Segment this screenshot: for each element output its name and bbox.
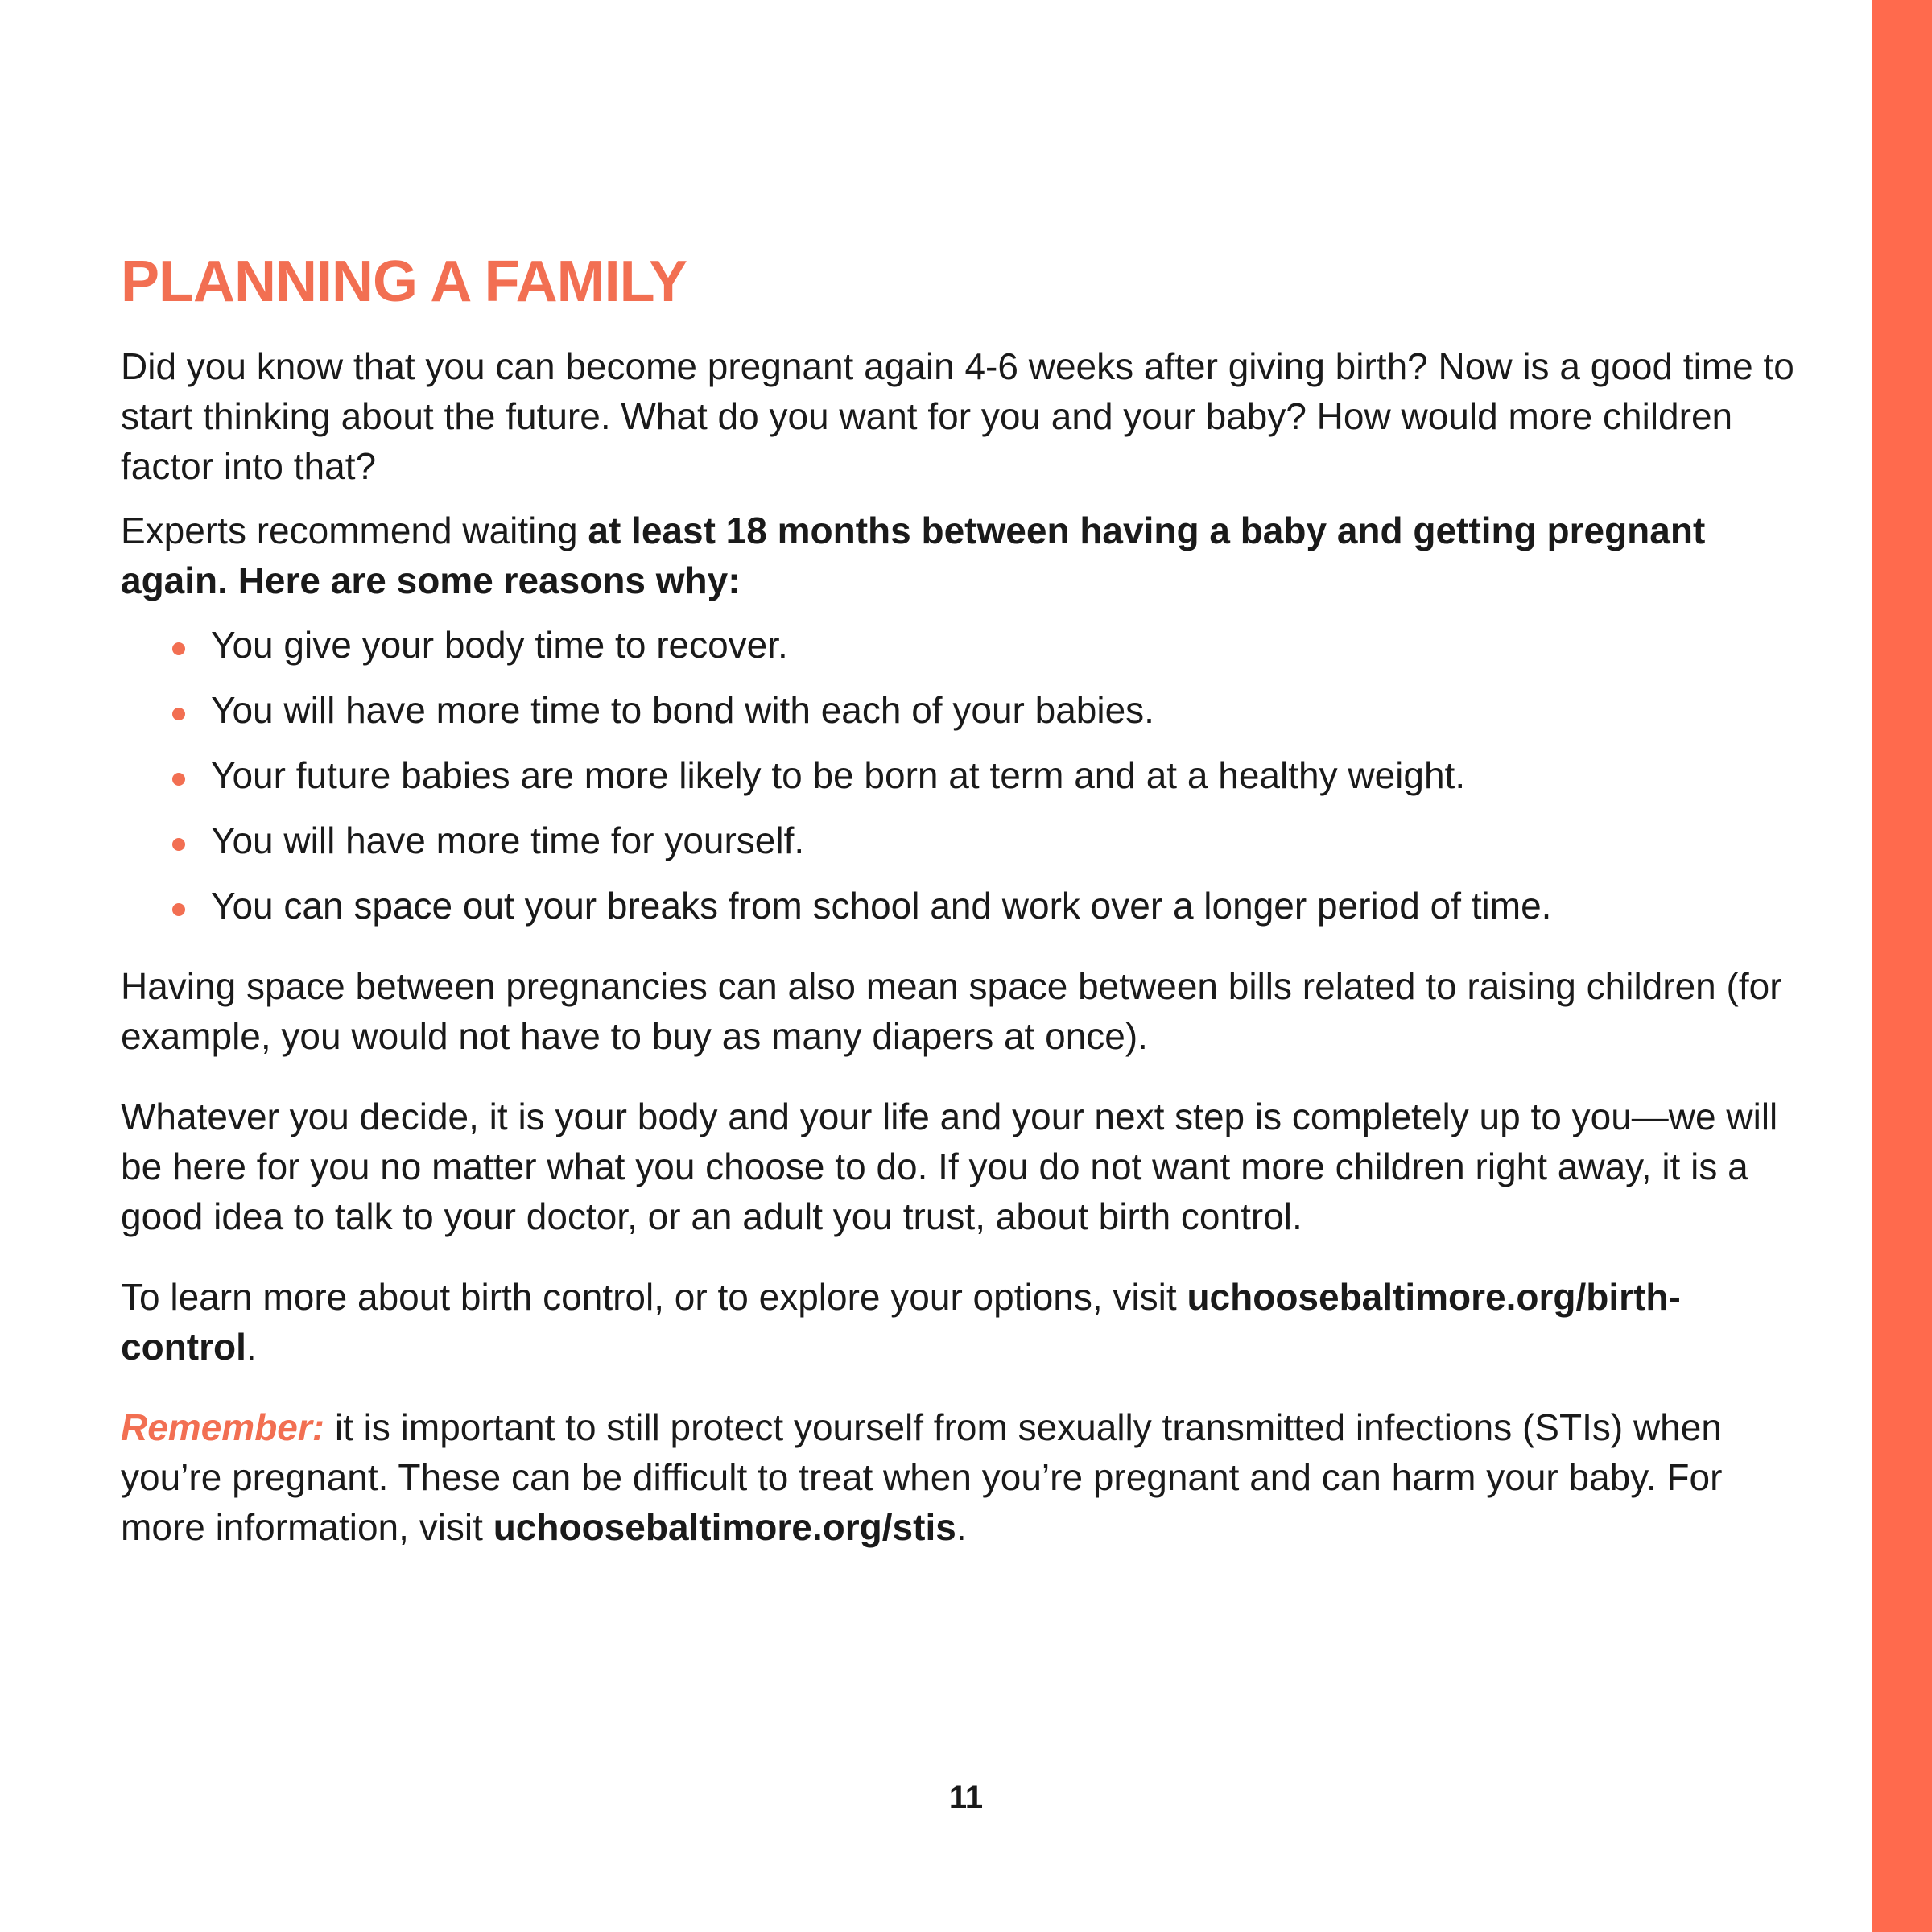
bullet-icon (172, 773, 185, 786)
page-content (121, 250, 1803, 1552)
bullet-icon (172, 642, 185, 655)
list-item (121, 685, 1803, 735)
page-number: 11 (948, 1780, 984, 1815)
experts-emphasis-text: at least 18 months between having a baby and getting pregnant again. Here are some reasons why: (121, 510, 1706, 601)
side-accent-bar (1872, 0, 1932, 1932)
list-item (121, 815, 1803, 865)
stis-link[interactable]: uchoosebaltimore.org/stis (493, 1506, 956, 1548)
reasons-list (121, 620, 1803, 931)
reason-text: You give your body time to recover. (211, 624, 788, 666)
remember-end: . (956, 1506, 967, 1548)
experts-paragraph (121, 506, 1803, 605)
intro-paragraph: Did you know that you can become pregnant again 4-6 weeks after giving birth? Now is a good time to start thinking about the future. What do you want for you and your baby? How would more children factor into that? (121, 345, 1794, 487)
reason-text: Your future babies are more likely to be born at term and at a healthy weight. (211, 754, 1466, 796)
learn-text: To learn more about birth control, or to explore your options, visit (121, 1276, 1187, 1318)
page-title: PLANNING A FAMILY (121, 250, 687, 314)
spacing-paragraph: Having space between pregnancies can also mean space between bills related to raising children (for example, you would not have to buy as many diapers at once). (121, 965, 1782, 1057)
decide-paragraph: Whatever you decide, it is your body and your life and your next step is completely up to you—we will be here for you no matter what you choose to do. If you do not want more children right away, it is a good idea to talk to your doctor, or an adult you trust, about birth control. (121, 1096, 1778, 1237)
reason-text: You will have more time to bond with each of your babies. (211, 689, 1154, 731)
reason-text: You can space out your breaks from school and work over a longer period of time. (211, 885, 1552, 927)
list-item (121, 881, 1803, 931)
remember-text: it is important to still protect yourself from sexually transmitted infections (STIs) when you’re pregnant. These can be difficult to treat when you’re pregnant and can harm your baby. For more information, visit (121, 1406, 1723, 1548)
list-item (121, 620, 1803, 670)
learn-paragraph (121, 1272, 1803, 1372)
experts-lead-text: Experts recommend waiting (121, 510, 588, 551)
list-item (121, 750, 1803, 800)
bullet-icon (172, 708, 185, 720)
remember-paragraph (121, 1402, 1803, 1552)
bullet-icon (172, 838, 185, 851)
bullet-icon (172, 903, 185, 916)
birth-control-link[interactable]: uchoosebaltimore.org/birth-control (121, 1276, 1681, 1368)
learn-end: . (246, 1326, 257, 1368)
remember-label: Remember: (121, 1406, 325, 1448)
reason-text: You will have more time for yourself. (211, 819, 805, 861)
